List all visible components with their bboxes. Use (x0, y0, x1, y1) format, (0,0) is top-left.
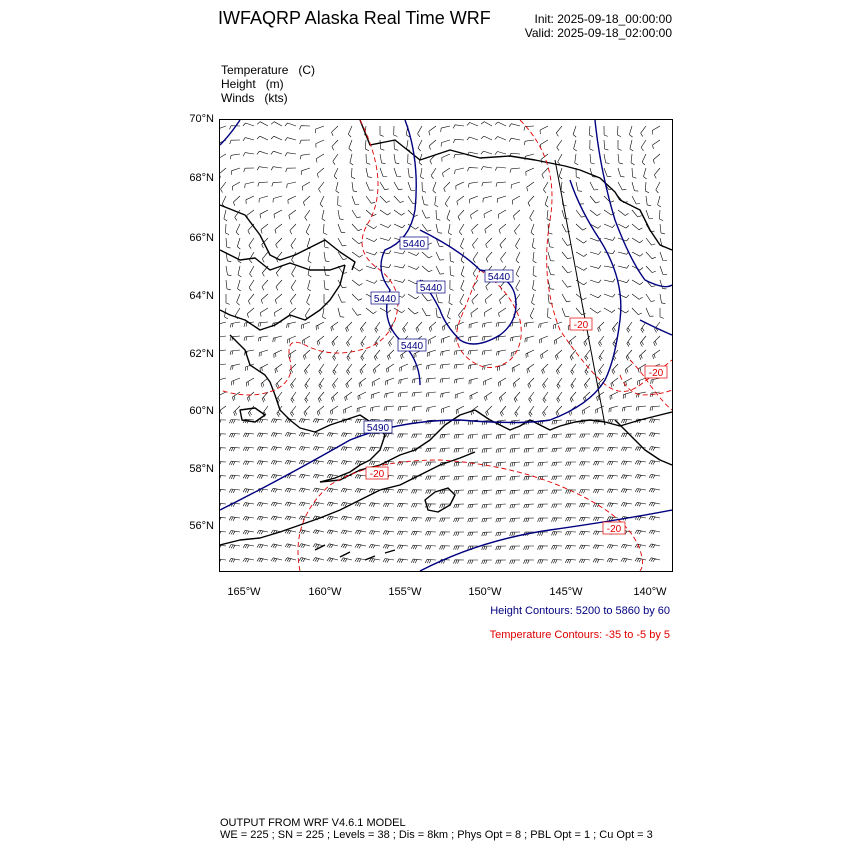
svg-text:5440: 5440 (373, 294, 397, 305)
init-time: Init: 2025-09-18_00:00:00 (534, 12, 672, 26)
wind-barb-field (220, 122, 667, 564)
height-label-3 (417, 281, 445, 294)
wind-barbs (220, 122, 667, 564)
lat-label-64: 64°N (189, 290, 214, 302)
field-height: Height (m) (221, 77, 284, 91)
lon-label-140w: 140°W (633, 586, 667, 598)
lon-label-165w: 165°W (227, 586, 261, 598)
coast-beaufort-east (620, 200, 672, 250)
valid-time: Valid: 2025-09-18_02:00:00 (524, 26, 672, 40)
temp-label-1 (570, 318, 592, 331)
model-footer: OUTPUT FROM WRF V4.6.1 MODEL (220, 817, 406, 829)
coast-north-slope (360, 120, 620, 200)
coast-southeast (615, 420, 672, 465)
temp-label-3 (366, 467, 388, 480)
lat-label-60: 60°N (189, 405, 214, 417)
lat-label-70: 70°N (189, 113, 214, 125)
temperature-legend: Temperature Contours: -35 to -5 by 5 (489, 629, 670, 641)
model-config: WE = 225 ; SN = 225 ; Levels = 38 ; Dis = 8km ; Phys Opt = 8 ; PBL Opt = 1 ; Cu Opt = 3 (220, 829, 653, 841)
height-label-2 (371, 292, 399, 305)
height-label-1 (400, 237, 428, 250)
svg-text:-20: -20 (648, 368, 664, 379)
svg-text:5440: 5440 (419, 283, 443, 294)
lat-label-56: 56°N (189, 520, 214, 532)
svg-text:5490: 5490 (366, 423, 390, 434)
field-temperature: Temperature (C) (221, 63, 316, 77)
coast-yk-delta (230, 335, 315, 432)
height-label-5 (398, 339, 426, 352)
lon-label-160w: 160°W (308, 586, 342, 598)
coast-kodiak (425, 488, 455, 512)
svg-text:5440: 5440 (487, 272, 511, 283)
svg-text:5440: 5440 (400, 341, 424, 352)
svg-text:-20: -20 (573, 320, 589, 331)
svg-text:5440: 5440 (402, 239, 426, 250)
map-title: IWFAQRP Alaska Real Time WRF (218, 8, 491, 28)
lat-label-66: 66°N (189, 232, 214, 244)
temp-label-2 (645, 366, 667, 379)
lat-label-62: 62°N (189, 348, 214, 360)
height-label-6 (364, 421, 392, 434)
temperature-contours (220, 120, 672, 571)
map-panel (219, 119, 673, 572)
svg-text:-20: -20 (606, 524, 622, 535)
height-legend: Height Contours: 5200 to 5860 by 60 (490, 605, 670, 617)
lon-label-145w: 145°W (549, 586, 583, 598)
lat-label-58: 58°N (189, 463, 214, 475)
height-label-4 (485, 270, 513, 283)
lon-label-150w: 150°W (468, 586, 502, 598)
field-winds: Winds (kts) (221, 91, 288, 105)
height-contours (220, 120, 672, 571)
us-canada-border (555, 160, 605, 425)
lon-label-155w: 155°W (388, 586, 422, 598)
coast-gulf-of-alaska (560, 412, 672, 426)
temp-label-4 (603, 522, 625, 535)
lat-label-68: 68°N (189, 172, 214, 184)
svg-text:-20: -20 (369, 469, 385, 480)
coast-seward-peninsula (220, 250, 345, 270)
